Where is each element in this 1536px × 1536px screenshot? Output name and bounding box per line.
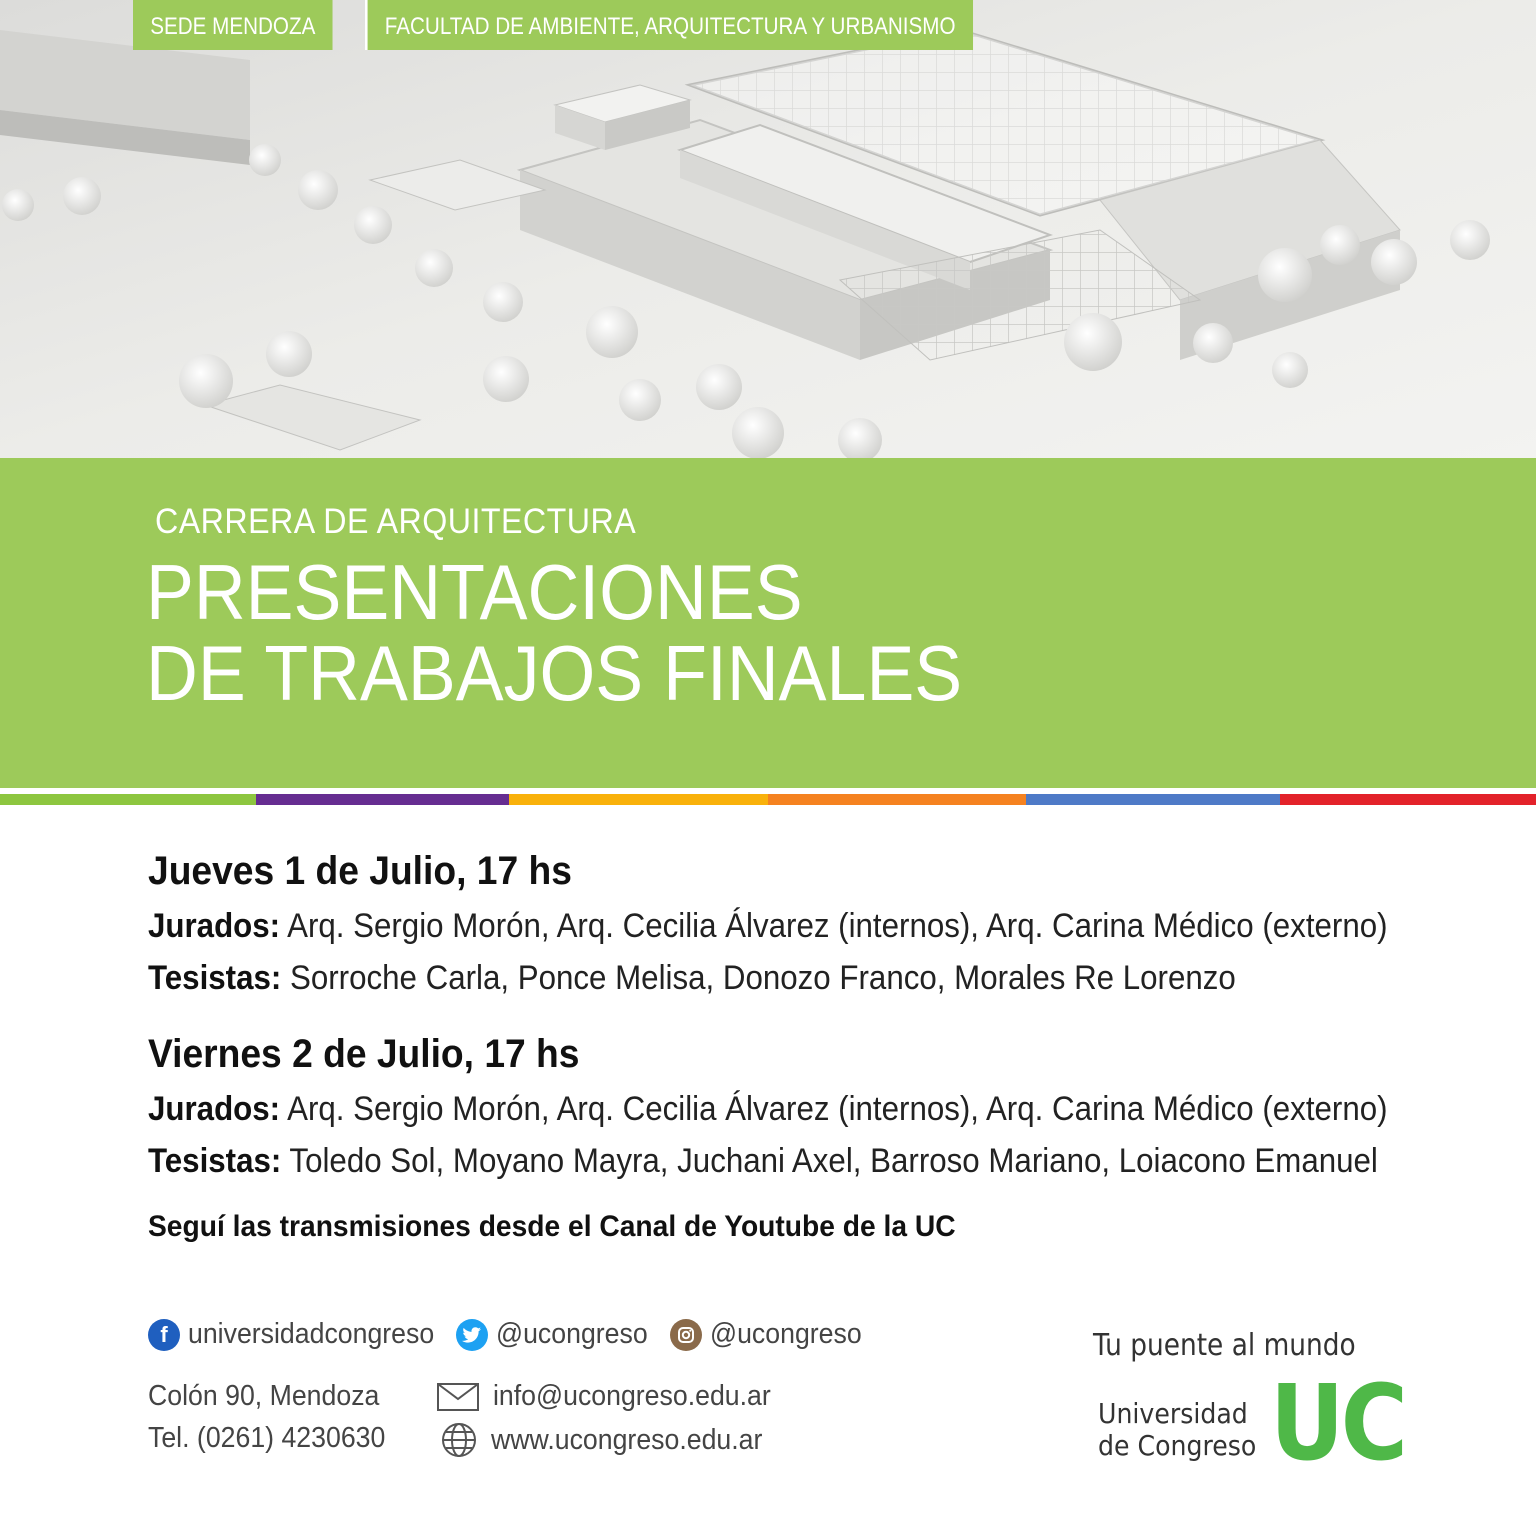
session-day: Viernes 2 de Julio, 17 hs (148, 1032, 580, 1076)
stripe-purple (256, 794, 509, 805)
instagram-link[interactable] (670, 1318, 875, 1351)
stripe-blue (1026, 794, 1280, 805)
jurados-value: Arq. Sergio Morón, Arq. Cecilia Álvarez (internos), Arq. Carina Médico (externo) (287, 1090, 1388, 1128)
jurados-value: Arq. Sergio Morón, Arq. Cecilia Álvarez (internos), Arq. Carina Médico (externo) (287, 907, 1388, 945)
schedule (148, 845, 1495, 1190)
globe-icon (441, 1422, 477, 1458)
header-tag-bar (133, 0, 1072, 50)
campus-tag: SEDE MENDOZA (133, 0, 333, 50)
university-name (1098, 1398, 1256, 1462)
twitter-handle: @ucongreso (496, 1318, 648, 1350)
stripe-orange (768, 794, 1026, 805)
session-1 (148, 845, 1495, 1007)
facebook-icon: f (148, 1319, 180, 1351)
tesistas-label: Tesistas: (148, 1142, 282, 1180)
slogan: Tu puente al mundo (1093, 1328, 1356, 1363)
faculty-tag: FACULTAD DE AMBIENTE, ARQUITECTURA Y URBANISMO (365, 0, 973, 50)
instagram-handle: @ucongreso (710, 1318, 862, 1350)
facebook-handle: universidadcongreso (188, 1318, 435, 1350)
jurados-label: Jurados: (148, 1090, 281, 1128)
tesistas-value: Toledo Sol, Moyano Mayra, Juchani Axel, Barroso Mariano, Loiacono Emanuel (289, 1142, 1378, 1180)
jurados-row (148, 897, 1388, 952)
session-day: Jueves 1 de Julio, 17 hs (148, 849, 572, 893)
hero-architecture-image (0, 0, 1536, 458)
twitter-icon (456, 1319, 488, 1351)
university-name-line-2: de Congreso (1098, 1429, 1257, 1462)
mail-icon (437, 1383, 479, 1411)
address-text: Colón 90, Mendoza (148, 1380, 380, 1412)
tesistas-row (148, 952, 1388, 1007)
facebook-link[interactable] (148, 1318, 456, 1351)
title-line-2: DE TRABAJOS FINALES (146, 629, 963, 717)
university-name-line-1: Universidad (1098, 1397, 1248, 1430)
instagram-icon (670, 1319, 702, 1351)
tesistas-value: Sorroche Carla, Ponce Melisa, Donozo Franco, Morales Re Lorenzo (289, 959, 1236, 997)
session-2 (148, 1028, 1495, 1190)
tesistas-label: Tesistas: (148, 959, 282, 997)
stripe-red (1280, 794, 1536, 805)
tesistas-row (148, 1135, 1388, 1190)
twitter-link[interactable] (456, 1318, 661, 1351)
website-link[interactable] (437, 1422, 786, 1458)
email-link[interactable] (437, 1380, 795, 1413)
phone-text: Tel. (0261) 4230630 (148, 1422, 386, 1454)
stripe-green (0, 794, 256, 805)
page-title (146, 548, 963, 717)
stripe-yellow (509, 794, 768, 805)
website-text: www.ucongreso.edu.ar (491, 1423, 763, 1456)
jurados-row (148, 1080, 1388, 1135)
career-subtitle: CARRERA DE ARQUITECTURA (155, 502, 637, 541)
jurados-label: Jurados: (148, 907, 281, 945)
title-line-1: PRESENTACIONES (146, 548, 803, 636)
youtube-follow-text: Seguí las transmisiones desde el Canal de Youtube de la UC (148, 1210, 956, 1243)
uc-logo: UC (1270, 1362, 1405, 1484)
email-text: info@ucongreso.edu.ar (493, 1380, 771, 1412)
